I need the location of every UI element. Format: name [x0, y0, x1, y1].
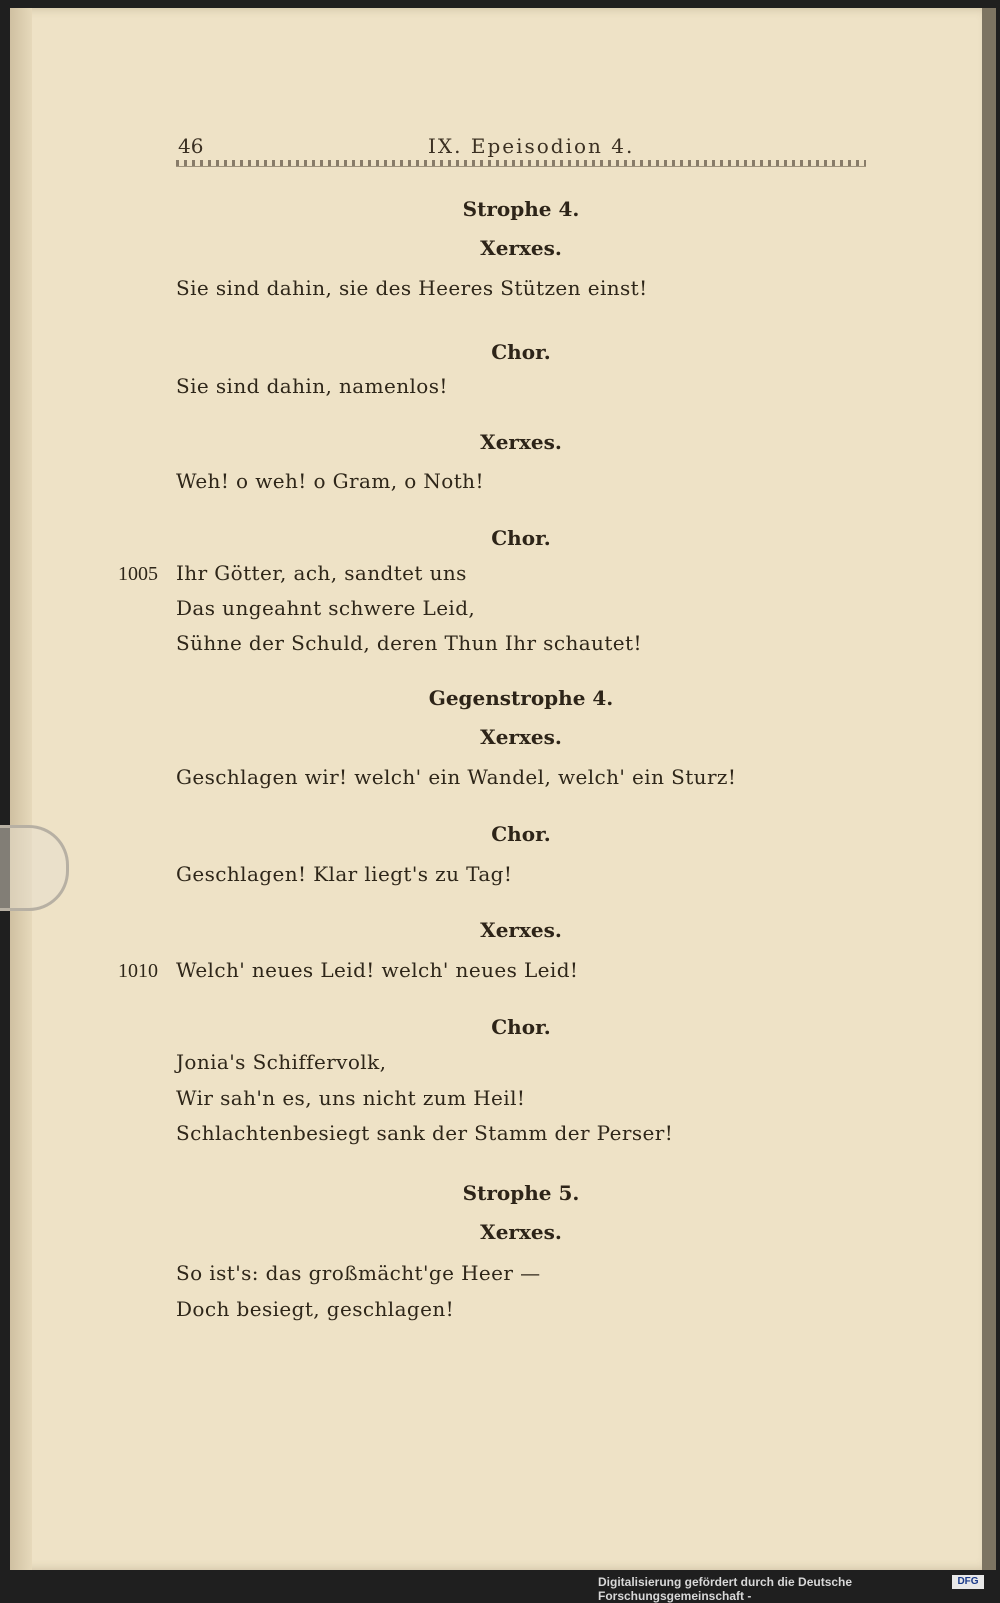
speaker-label: Xerxes.: [480, 918, 562, 942]
speaker-label: Chor.: [491, 340, 551, 364]
verse-line: Wir sah'n es, uns nicht zum Heil!: [176, 1086, 526, 1110]
verse-line: So ist's: das großmächt'ge Heer —: [176, 1261, 541, 1285]
speaker-label: Xerxes.: [480, 430, 562, 454]
strophe-heading: Strophe 5.: [462, 1181, 580, 1205]
verse-line: Das ungeahnt schwere Leid,: [176, 596, 476, 620]
line-number: 1010: [118, 960, 158, 982]
verse-line: Schlachtenbesiegt sank der Stamm der Perser!: [176, 1121, 674, 1145]
verse-line: Ihr Götter, ach, sandtet uns: [176, 561, 467, 585]
verse-line: Jonia's Schiffervolk,: [176, 1050, 387, 1074]
verse-line: Welch' neues Leid! welch' neues Leid!: [176, 958, 579, 982]
verse-line: Sie sind dahin, namenlos!: [176, 374, 448, 398]
verse-line: Geschlagen! Klar liegt's zu Tag!: [176, 862, 513, 886]
speaker-label: Xerxes.: [480, 236, 562, 260]
speaker-label: Chor.: [491, 1015, 551, 1039]
verse-line: Doch besiegt, geschlagen!: [176, 1297, 455, 1321]
verse-line: Sühne der Schuld, deren Thun Ihr schautet!: [176, 631, 642, 655]
digitization-credit: Digitalisierung gefördert durch die Deutsche Forschungsgemeinschaft -: [598, 1575, 853, 1603]
verse-line: Geschlagen wir! welch' ein Wandel, welch' ein Sturz!: [176, 765, 737, 789]
dfg-logo: DFG: [952, 1575, 984, 1589]
running-title: IX. Epeisodion 4.: [428, 134, 635, 158]
verse-line: Weh! o weh! o Gram, o Noth!: [176, 469, 484, 493]
verse-line: Sie sind dahin, sie des Heeres Stützen einst!: [176, 276, 648, 300]
strophe-heading: Strophe 4.: [462, 197, 580, 221]
speaker-label: Chor.: [491, 526, 551, 550]
page-gutter: [10, 8, 32, 1570]
speaker-label: Chor.: [491, 822, 551, 846]
speaker-label: Xerxes.: [480, 1220, 562, 1244]
wavy-rule: [176, 160, 866, 167]
line-number: 1005: [118, 563, 158, 585]
page-number: 46: [178, 134, 204, 158]
strophe-heading: Gegenstrophe 4.: [428, 686, 614, 710]
speaker-label: Xerxes.: [480, 725, 562, 749]
